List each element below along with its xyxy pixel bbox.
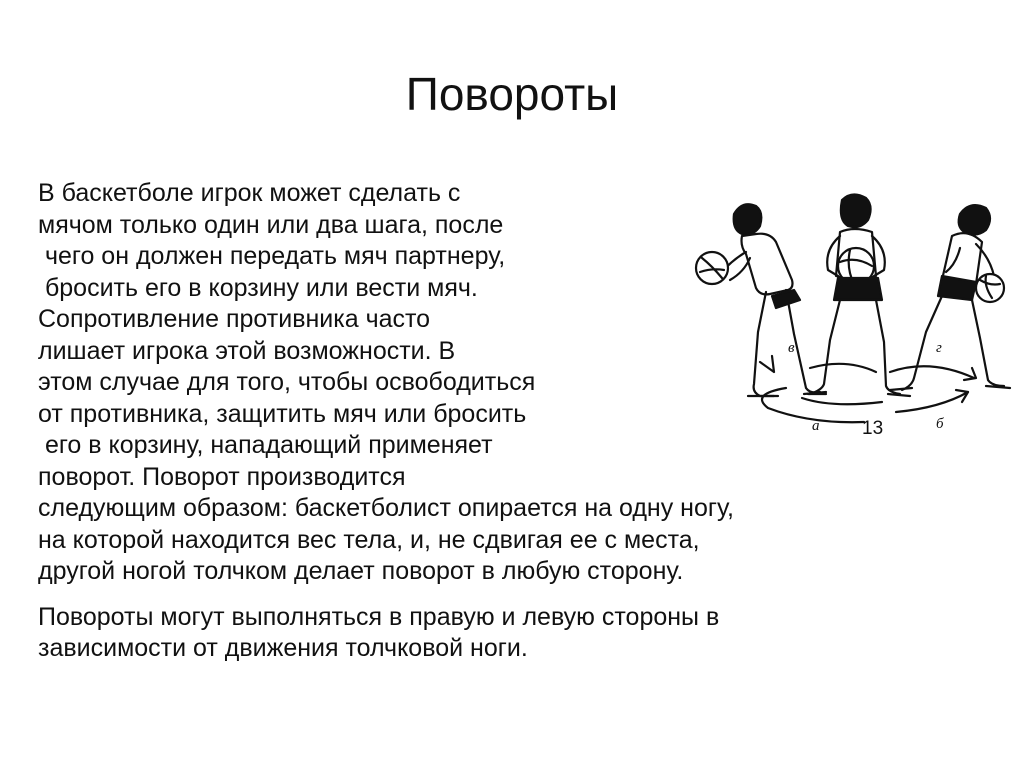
text-line: зависимости от движения толчковой ноги. xyxy=(38,634,528,662)
text-line: другой ногой толчком делает поворот в любую сторону. xyxy=(38,557,684,585)
basketball-pivot-illustration xyxy=(690,192,1016,454)
figure-number: 13 xyxy=(862,418,884,439)
figure-label-a: а xyxy=(812,418,820,434)
text-line: чего он должен передать мяч партнеру, xyxy=(38,242,506,270)
text-line: бросить его в корзину или вести мяч. xyxy=(38,273,478,302)
text-line: поворот. Поворот производится xyxy=(38,462,406,491)
player-figure-left xyxy=(696,204,826,396)
figure-label-g: г xyxy=(936,340,942,356)
figure-label-b: б xyxy=(936,416,944,432)
text-line: этом случае для того, чтобы освободиться xyxy=(38,368,536,396)
text-line: В баскетболе игрок может сделать с xyxy=(38,179,461,207)
text-line: мячом только один или два шага, после xyxy=(38,210,504,239)
text-line: лишает игрока этой возможности. В xyxy=(38,336,456,365)
text-line: следующим образом: баскетболист опирается на одну ногу, xyxy=(38,494,734,522)
player-figure-right xyxy=(890,205,1010,390)
text-line: Сопротивление противника часто xyxy=(38,305,431,333)
paragraph-gap xyxy=(38,588,998,602)
ball-icon xyxy=(976,274,1004,302)
text-line: от противника, защитить мяч или бросить xyxy=(38,399,527,428)
figure-label-v: в xyxy=(788,340,795,356)
movement-arcs xyxy=(760,356,976,422)
text-line: его в корзину, нападающий применяет xyxy=(38,431,493,459)
text-line: на которой находится вес тела, и, не сдвигая ее с места, xyxy=(38,525,700,554)
text-line: Повороты могут выполняться в правую и левую стороны в xyxy=(38,602,720,631)
slide-title: Повороты xyxy=(405,68,619,120)
paragraph-2 xyxy=(38,602,998,665)
